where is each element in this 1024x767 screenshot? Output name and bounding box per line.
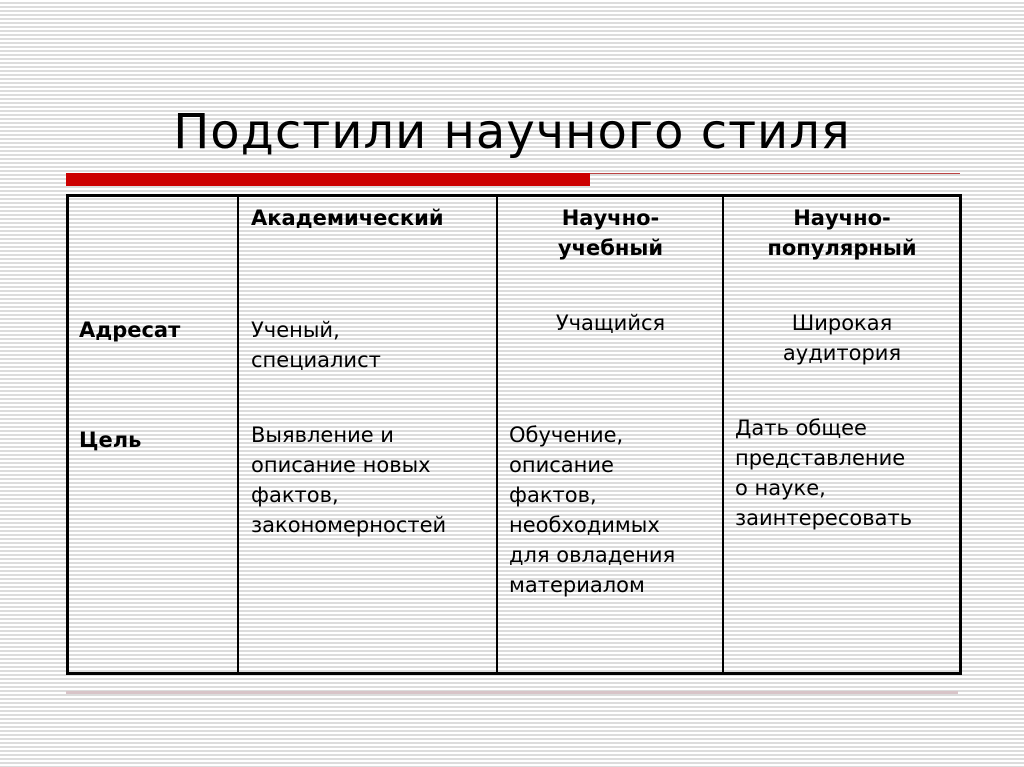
header-educational: Научно- учебный — [557, 206, 664, 260]
header-academic: Академический — [251, 206, 444, 230]
slide-title: Подстили научного стиля — [173, 104, 851, 160]
footer-divider — [66, 691, 958, 694]
column-divider — [496, 197, 498, 672]
column-divider — [237, 197, 239, 672]
cell-addressee-educational: Учащийся — [555, 311, 666, 335]
row-label-addressee: Адресат — [79, 318, 181, 342]
cell-goal-academic: Выявление и описание новых фактов, закономерностей — [251, 423, 447, 537]
cell-goal-educational: Обучение, описание фактов, необходимых для овладения материалом — [509, 423, 676, 597]
header-popular: Научно- популярный — [767, 206, 917, 260]
cell-goal-popular: Дать общее представление о науке, заинтересовать — [735, 416, 913, 530]
substyles-table — [66, 194, 962, 675]
cell-addressee-academic: Ученый, специалист — [251, 318, 381, 372]
title-underline-line — [590, 173, 960, 174]
column-divider — [722, 197, 724, 672]
title-underline-bar — [66, 173, 590, 186]
cell-addressee-popular: Широкая аудитория — [782, 311, 902, 365]
row-label-goal: Цель — [79, 428, 142, 452]
